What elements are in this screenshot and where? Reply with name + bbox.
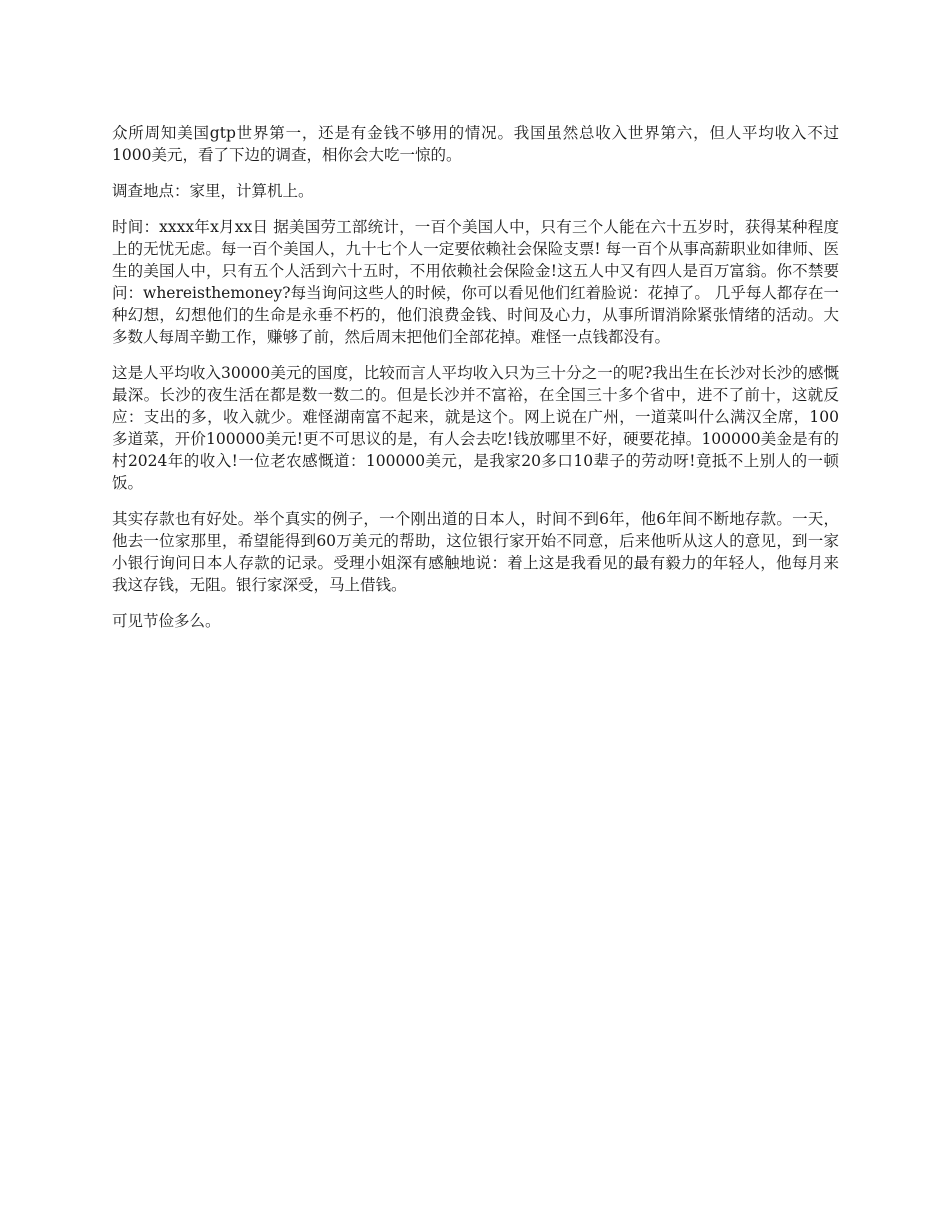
paragraph-location: 调查地点：家里，计算机上。: [112, 182, 314, 200]
paragraph-conclusion: 可见节俭多么。: [112, 612, 221, 630]
paragraph-intro: 众所周知美国gtp世界第一，还是有金钱不够用的情况。我国虽然总收入世界第六，但人平均收入不过1000美元，看了下边的调查，相你会大吃一惊的。: [112, 124, 839, 164]
document-body: [112, 122, 839, 646]
paragraph-changsha: 这是人平均收入30000美元的国度，比较而言人平均收入只为三十分之一的呢?我出生在长沙对长沙的感慨最深。长沙的夜生活在都是数一数二的。但是长沙并不富裕，在全国三十多个省中，进不了前十，这就反应：支出的多，收入就少。难怪湖南富不起来，就是这个。网上说在广州，一道菜叫什么满汉全席，100多道菜，开价100000美元!更不可思议的是，有人会去吃!钱放哪里不好，硬要花掉。100000美金是有的村2024年的收入!一位老农感慨道：100000美元，是我家20多口10辈子的劳动呀!竟抵不上别人的一顿饭。: [112, 364, 839, 492]
paragraph-statistics: 时间：xxxx年x月xx日 据美国劳工部统计，一百个美国人中，只有三个人能在六十五岁时，获得某种程度上的无忧无虑。每一百个美国人，九十七个人一定要依赖社会保险支票! 每一百个从事高薪职业如律师、医生的美国人中，只有五个人活到六十五时，不用依赖社会保险金!这五人中又有四人是百万富翁。你不禁要问：whereisthemoney?每当询问这些人的时候，你可以看见他们红着脸说：花掉了。 几乎每人都存在一种幻想，幻想他们的生命是永垂不朽的，他们浪费金钱、时间及心力，从事所谓消除紧张情绪的活动。大多数人每周辛勤工作，赚够了前，然后周末把他们全部花掉。难怪一点钱都没有。: [112, 218, 839, 346]
paragraph-savings-example: 其实存款也有好处。举个真实的例子，一个刚出道的日本人，时间不到6年，他6年间不断地存款。一天，他去一位家那里，希望能得到60万美元的帮助，这位银行家开始不同意，后来他听从这人的意见，到一家小银行询问日本人存款的记录。受理小姐深有感触地说：着上这是我看见的最有毅力的年轻人，他每月来我这存钱，无阻。银行家深受，马上借钱。: [112, 510, 839, 594]
